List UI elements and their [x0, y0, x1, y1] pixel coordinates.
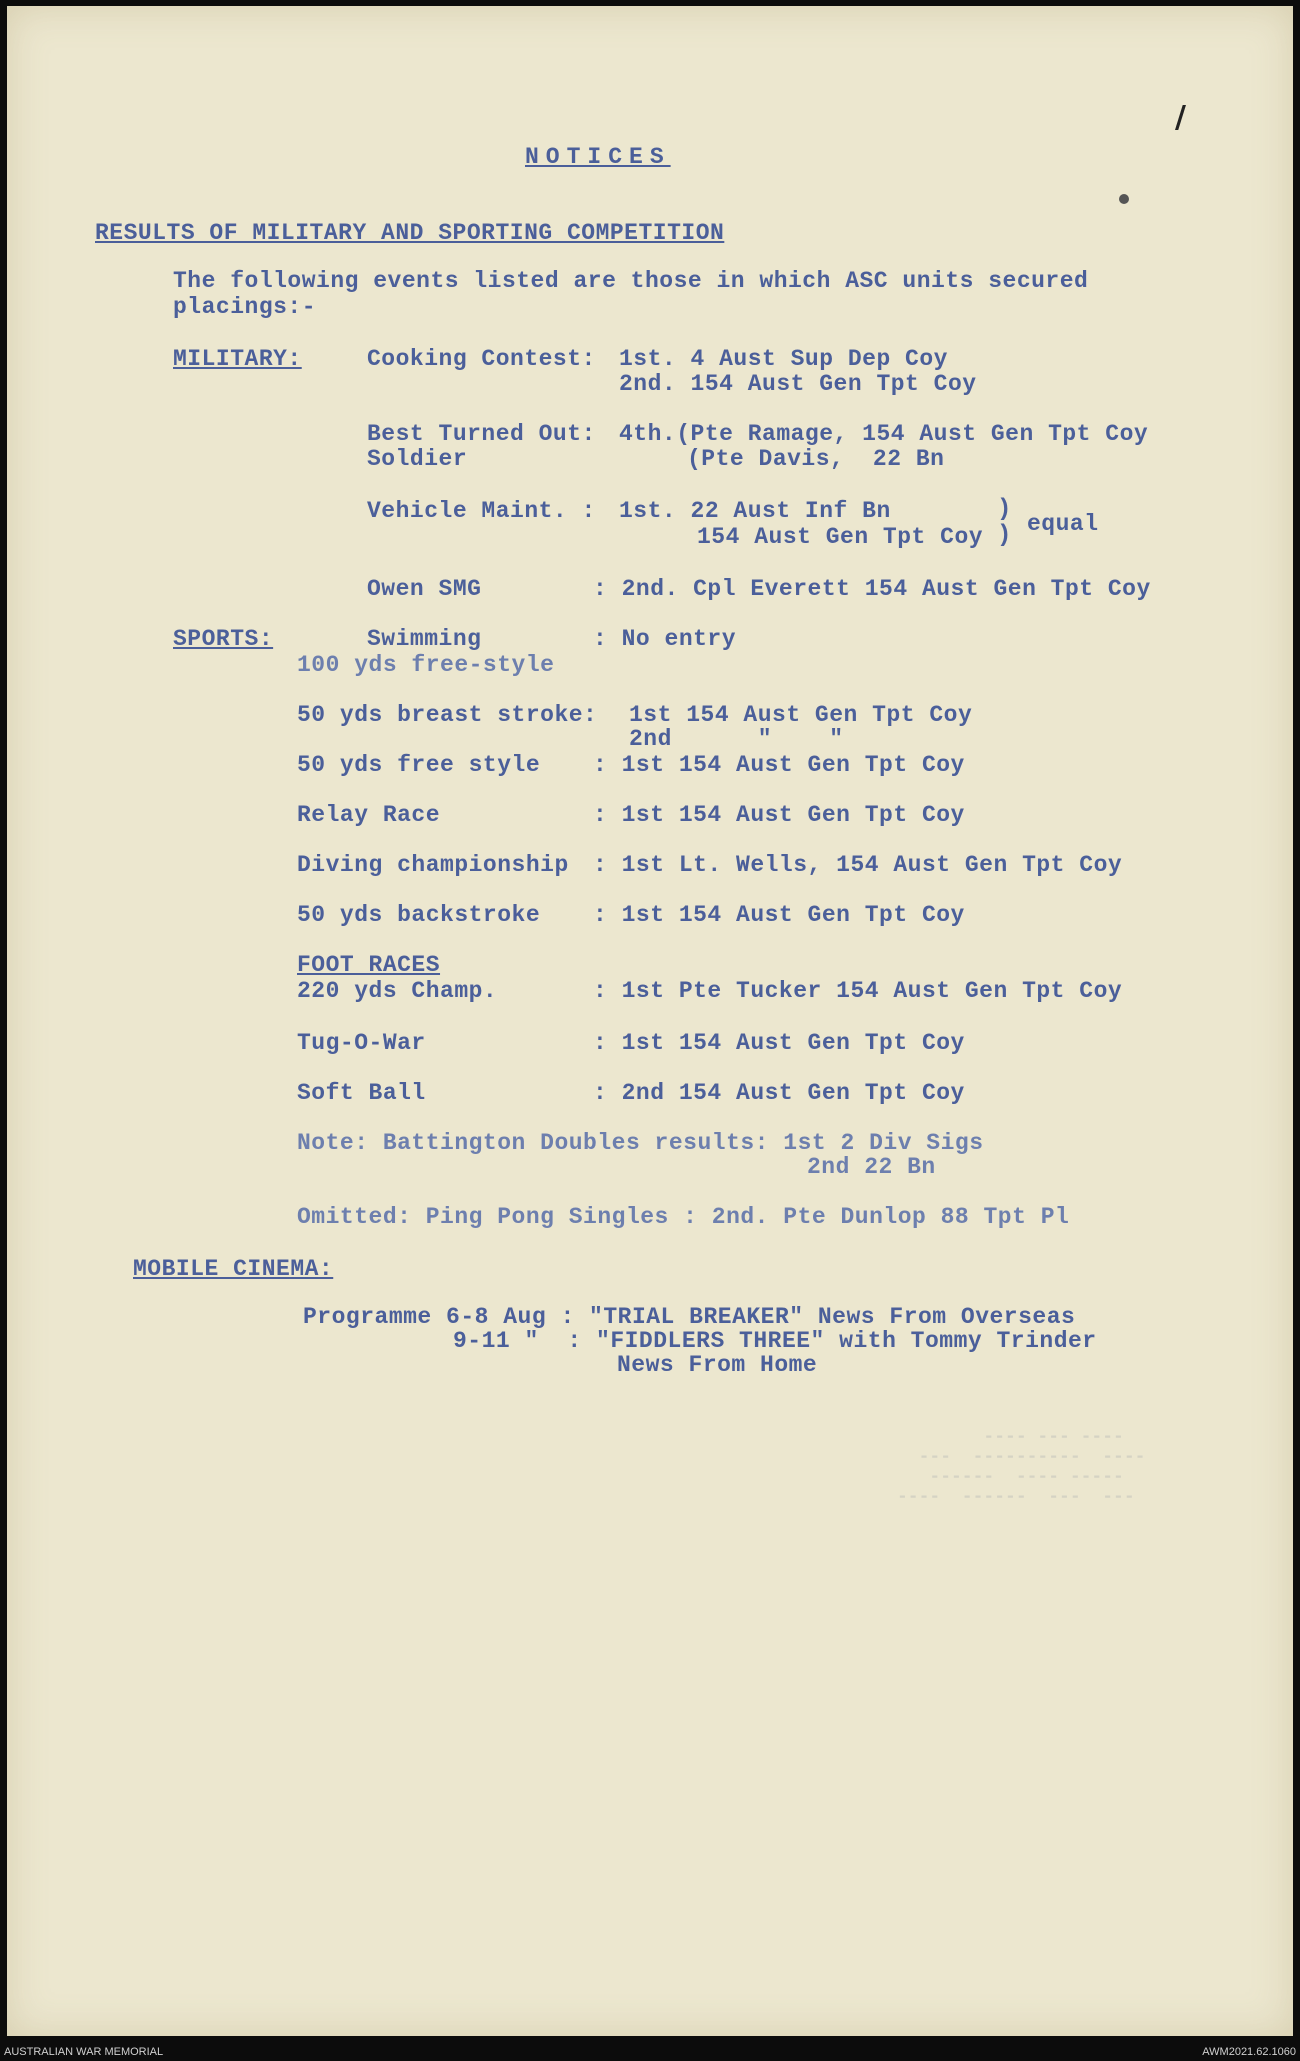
cooking-result-1: 1st. 4 Aust Sup Dep Coy — [619, 346, 948, 372]
champ-event: 220 yds Champ. — [297, 978, 498, 1004]
sports-label: SPORTS: — [173, 626, 274, 652]
intro-line-2: placings:- — [173, 294, 317, 320]
backstroke-result: : 1st 154 Aust Gen Tpt Coy — [593, 902, 965, 928]
turned-out-result-2: (Pte Davis, 22 Bn — [687, 446, 945, 472]
section-heading-cinema: MOBILE CINEMA: — [133, 1256, 334, 1282]
backstroke-event: 50 yds backstroke — [297, 902, 541, 928]
vehicle-equal: equal — [1027, 511, 1099, 537]
turned-out-event-2: Soldier — [367, 446, 468, 472]
vehicle-event: Vehicle Maint. : — [367, 498, 596, 524]
tug-event: Tug-O-War — [297, 1030, 426, 1056]
section-heading-results: RESULTS OF MILITARY AND SPORTING COMPETITION — [95, 220, 725, 246]
page-mark: / — [1175, 100, 1186, 135]
relay-result: : 1st 154 Aust Gen Tpt Coy — [593, 802, 965, 828]
vehicle-result-2: 154 Aust Gen Tpt Coy — [697, 524, 984, 550]
cooking-event: Cooking Contest: — [367, 346, 596, 372]
breast-result-2: 2nd " " — [629, 726, 844, 752]
note-line-1: Note: Battington Doubles results: 1st 2 Div Sigs — [297, 1130, 984, 1156]
cooking-result-2: 2nd. 154 Aust Gen Tpt Coy — [619, 371, 977, 397]
bleed-through: ---- ------ --- --- ------ ---- ----- --- ---------- ---- ---- --- ---- — [897, 1426, 1146, 1506]
diving-result: : 1st Lt. Wells, 154 Aust Gen Tpt Coy — [593, 852, 1123, 878]
tug-result: : 1st 154 Aust Gen Tpt Coy — [593, 1030, 965, 1056]
bracket-icon: ) — [997, 496, 1012, 523]
note-line-2: 2nd 22 Bn — [807, 1154, 936, 1180]
document-page — [7, 6, 1293, 2036]
swimming-result: : No entry — [593, 626, 737, 652]
swimming-event: Swimming — [367, 626, 482, 652]
owen-event: Owen SMG — [367, 576, 482, 602]
programme-line-3: News From Home — [617, 1352, 818, 1378]
punch-hole — [1119, 194, 1129, 204]
relay-event: Relay Race — [297, 802, 441, 828]
intro-line-1: The following events listed are those in which ASC units secured — [173, 268, 1089, 294]
programme-line-1: Programme 6-8 Aug : "TRIAL BREAKER" News From Overseas — [303, 1304, 1076, 1330]
footer-left: AUSTRALIAN WAR MEMORIAL — [4, 2046, 164, 2058]
owen-result: : 2nd. Cpl Everett 154 Aust Gen Tpt Coy — [593, 576, 1151, 602]
turned-out-event-1: Best Turned Out: — [367, 421, 596, 447]
breast-result-1: 1st 154 Aust Gen Tpt Coy — [629, 702, 973, 728]
free50-event: 50 yds free style — [297, 752, 541, 778]
free50-result: : 1st 154 Aust Gen Tpt Coy — [593, 752, 965, 778]
military-label: MILITARY: — [173, 346, 302, 372]
turned-out-result-1: 4th.(Pte Ramage, 154 Aust Gen Tpt Coy — [619, 421, 1149, 447]
programme-line-2: 9-11 " : "FIDDLERS THREE" with Tommy Trinder — [453, 1328, 1097, 1354]
diving-event: Diving championship — [297, 852, 569, 878]
softball-event: Soft Ball — [297, 1080, 426, 1106]
footer-right: AWM2021.62.1060 — [1202, 2046, 1296, 2058]
omitted-line: Omitted: Ping Pong Singles : 2nd. Pte Dunlop 88 Tpt Pl — [297, 1204, 1070, 1230]
doc-title: NOTICES — [525, 144, 671, 170]
free100-event: 100 yds free-style — [297, 652, 555, 678]
foot-races-label: FOOT RACES — [297, 952, 441, 978]
bracket-icon-2: ) — [997, 522, 1012, 549]
champ-result: : 1st Pte Tucker 154 Aust Gen Tpt Coy — [593, 978, 1123, 1004]
breast-event: 50 yds breast stroke: — [297, 702, 598, 728]
vehicle-result-1: 1st. 22 Aust Inf Bn — [619, 498, 891, 524]
softball-result: : 2nd 154 Aust Gen Tpt Coy — [593, 1080, 965, 1106]
